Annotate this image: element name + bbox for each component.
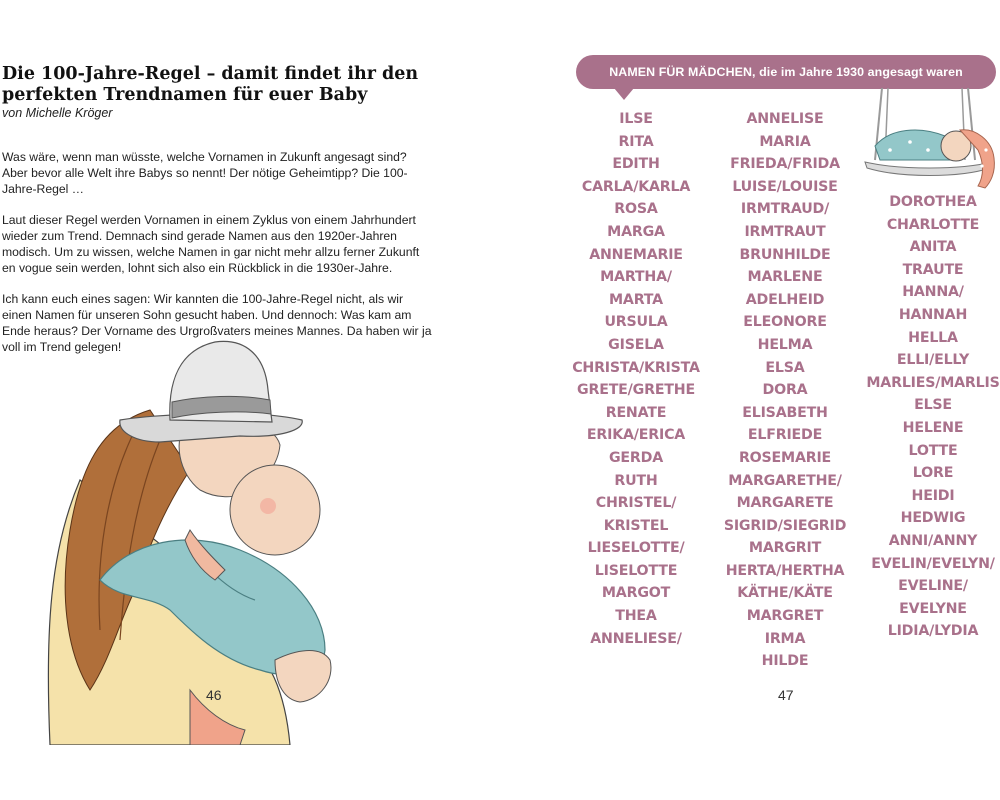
name-item: ELLI/ELLY [896,352,970,369]
name-item: MARTHA/ [600,269,672,286]
name-item: RUTH [614,472,658,489]
name-item: URSULA [604,314,668,331]
name-item: HEDWIG [900,510,966,527]
name-item: THEA [615,608,657,625]
name-item: ANNEMARIE [589,246,683,263]
name-item: IRMA [764,630,806,647]
name-item: EVELIN/EVELYN/ [871,555,995,572]
name-item: EVELYNE [899,600,967,617]
names-column-1 [570,108,702,650]
names-column-2 [720,108,850,673]
name-item: MARGRIT [748,540,822,557]
name-item: RITA [618,133,654,150]
name-item: ILSE [619,111,653,127]
name-item: IRMTRAUT [744,223,826,240]
name-item: CHARLOTTE [886,216,980,233]
page-number-left: 46 [206,687,222,703]
name-item: ROSEMARIE [738,449,832,466]
name-item: GISELA [608,336,664,353]
name-item: IRMTRAUD/ [740,201,830,218]
name-item: ANITA [909,239,957,256]
name-item: HELLA [908,329,958,346]
baby-swing-illustration [860,88,1000,193]
page-number-right: 47 [778,687,794,703]
name-item: HELENE [902,419,964,436]
name-item: EVELINE/ [898,578,968,595]
name-item: GERDA [608,449,664,466]
girls-names-banner: NAMEN FÜR MÄDCHEN, die im Jahre 1930 angesagt waren [576,55,996,89]
name-item: CARLA/KARLA [581,178,691,195]
name-item: LIDIA/LYDIA [887,623,979,640]
name-item: BRUNHILDE [739,246,831,263]
name-item: DOROTHEA [889,194,977,210]
name-item: HELMA [757,336,813,353]
name-item: ANNELISE [746,111,824,127]
name-item: LOTTE [908,442,958,459]
name-item: HILDE [761,653,809,670]
name-item: ELFRIEDE [747,427,823,444]
name-item: LISELOTTE [594,562,678,579]
name-item: GRETE/GRETHE [577,382,695,399]
name-item: MARGRET [746,608,824,625]
name-item: HERTA/HERTHA [725,562,845,579]
name-item: MARTA [609,291,663,308]
name-item: KÄTHE/KÄTE [737,585,833,602]
name-item: ELSA [765,359,805,376]
name-item: MARLENE [747,269,823,286]
name-item: CHRISTEL/ [595,495,677,512]
name-item: MARGARETHE/ [728,472,842,489]
name-item: LUISE/LOUISE [732,178,838,195]
name-item: ELSE [914,397,952,414]
paragraph-2: Laut dieser Regel werden Vornamen in einem Zyklus von einem Jahrhundert wieder zum Trend. Demnach sind gerade Namen aus den 1920er-Jahren modisch. Um zu wissen, welche Namen in gar nicht mehr allzu ferner Zukunft en vogue sein werden, lohnt sich also ein Rückblick in die 1930er-Jahre. [2,213,420,275]
name-item: EDITH [612,156,660,173]
name-item: ADELHEID [745,291,825,308]
name-item: ANNELIESE/ [590,630,682,647]
names-column-3 [866,191,1000,643]
name-item: LORE [912,465,954,482]
name-item: HANNAH [898,306,968,323]
name-item: ANNI/ANNY [888,532,978,549]
name-item: MARGARETE [736,495,834,512]
mother-baby-illustration [40,330,340,745]
name-item: ROSA [614,201,658,218]
name-item: ELISABETH [742,404,828,421]
name-item: SIGRID/SIEGRID [723,517,847,534]
right-page [500,0,1000,800]
name-item: ERIKA/ERICA [586,427,686,444]
name-item: HANNA/ [902,284,964,301]
name-item: RENATE [605,404,667,421]
name-item: MARGOT [601,585,671,602]
name-item: DORA [762,382,808,399]
name-item: KRISTEL [603,517,669,534]
name-item: HEIDI [911,487,955,504]
name-item: MARGA [607,223,665,240]
banner-tail [614,88,634,100]
name-item: ELEONORE [743,314,827,331]
name-item: MARLIES/MARLIS [866,374,1000,391]
name-item: FRIEDA/FRIDA [730,156,840,173]
name-item: TRAUTE [902,261,964,278]
paragraph-3: Ich kann euch eines sagen: Wir kannten die 100-Jahre-Regel nicht, als wir einen Namen für unseren Sohn gesucht haben. Und dennoch: Was kam am Ende heraus? Der Vorname des Urgroßvaters meines Mannes. Da haben wir ja voll im Trend gelegen! [2,292,432,354]
paragraph-1: Was wäre, wenn man wüsste, welche Vornamen in Zukunft angesagt sind? Aber bevor alle Welt ihre Babys so nennt! Der nötige Geheimtipp? Die 100-Jahre-Regel … [2,150,408,196]
name-item: LIESELOTTE/ [587,540,685,557]
name-item: MARIA [759,133,811,150]
article-title: Die 100-Jahre-Regel – damit findet ihr den perfekten Trendnamen für euer Baby [2,64,419,105]
article-author: von Michelle Kröger [2,106,113,120]
name-item: CHRISTA/KRISTA [572,359,700,376]
